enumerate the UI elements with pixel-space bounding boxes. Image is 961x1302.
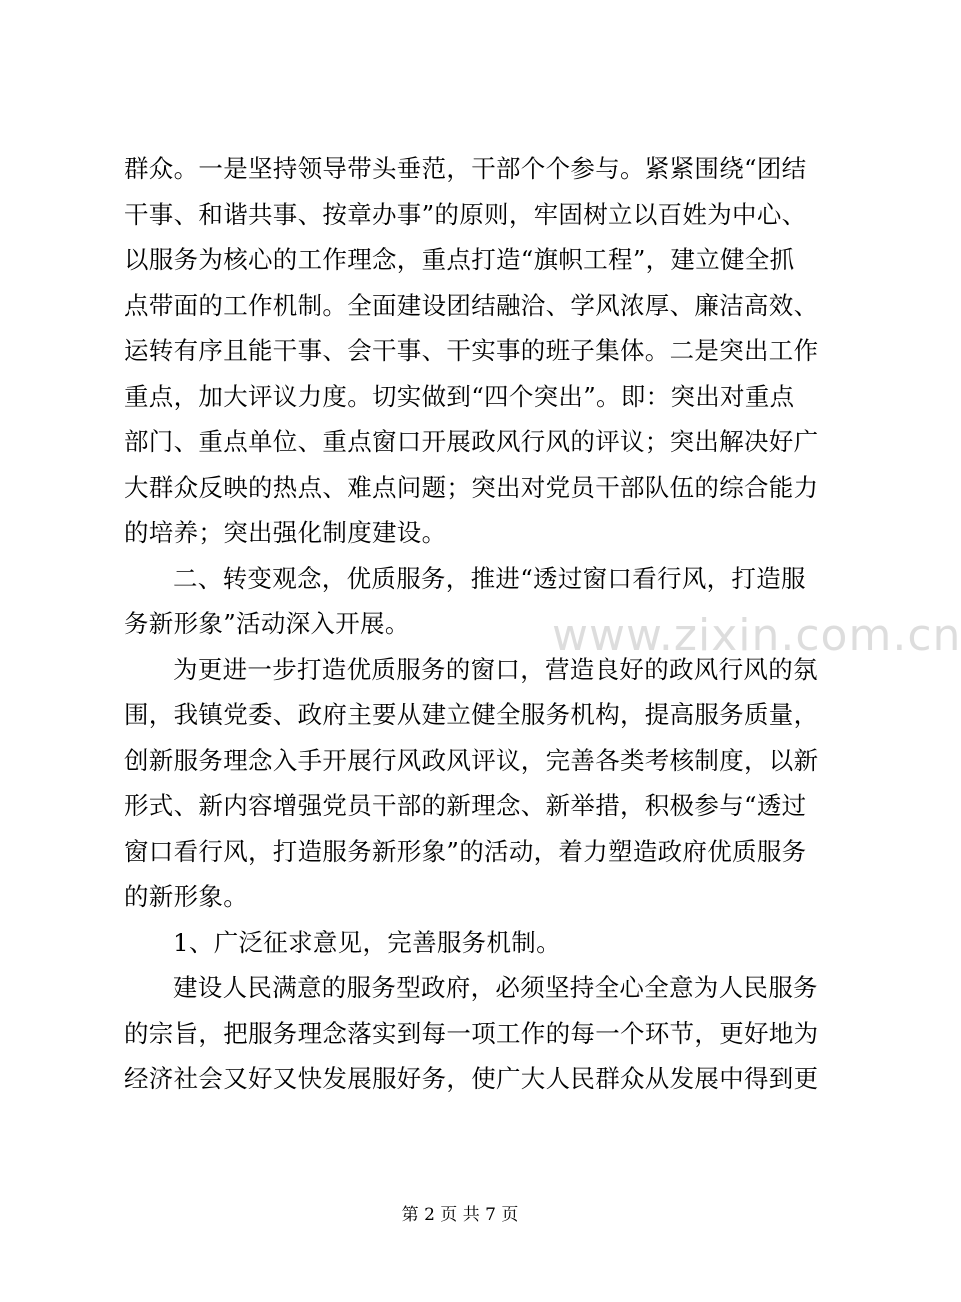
section-heading: 二、转变观念，优质服务，推进“透过窗口看行风，打造服 [173,563,806,593]
body-line: 以服务为核心的工作理念，重点打造“旗帜工程”，建立健全抓 [124,245,795,274]
body-line: 窗口看行风，打造服务新形象”的活动，着力塑造政府优质服务 [124,836,807,866]
body-line: 的宗旨，把服务理念落实到每一项工作的每一个环节，更好地为 [124,1018,819,1048]
body-line: 为更进一步打造优质服务的窗口，营造良好的政风行风的氛 [173,654,818,684]
page-footer: 第 2 页 共 7 页 [401,1205,519,1225]
body-line: 创新服务理念入手开展行风政风评议，完善各类考核制度，以新 [124,745,819,775]
body-line: 群众。一是坚持领导带头垂范，干部个个参与。紧紧围绕“团结 [124,154,807,183]
body-line: 干事、和谐共事、按章办事”的原则，牢固树立以百姓为中心、 [124,199,807,229]
watermark: www.zixin.com.cn [552,610,961,661]
body-line: 点带面的工作机制。全面建设团结融洽、学风浓厚、廉洁高效、 [124,290,819,320]
body-line: 部门、重点单位、重点窗口开展政风行风的评议；突出解决好广 [124,427,819,456]
subsection-heading: 1、广泛征求意见，完善服务机制。 [173,927,561,957]
body-line: 重点，加大评议力度。切实做到“四个突出”。即：突出对重点 [124,381,795,411]
body-line: 建设人民满意的服务型政府，必须坚持全心全意为人民服务 [173,973,818,1002]
body-line: 大群众反映的热点、难点问题；突出对党员干部队伍的综合能力 [124,472,819,502]
body-line: 围，我镇党委、政府主要从建立健全服务机构，提高服务质量， [124,700,819,729]
body-line: 经济社会又好又快发展服好务，使广大人民群众从发展中得到更 [124,1064,819,1093]
body-line: 的培养；突出强化制度建设。 [124,518,447,547]
body-line: 运转有序且能干事、会干事、干实事的班子集体。二是突出工作 [124,336,819,365]
body-line: 的新形象。 [124,882,248,911]
body-line: 形式、新内容增强党员干部的新理念、新举措，积极参与“透过 [124,791,807,820]
section-heading-cont: 务新形象”活动深入开展。 [124,609,410,638]
